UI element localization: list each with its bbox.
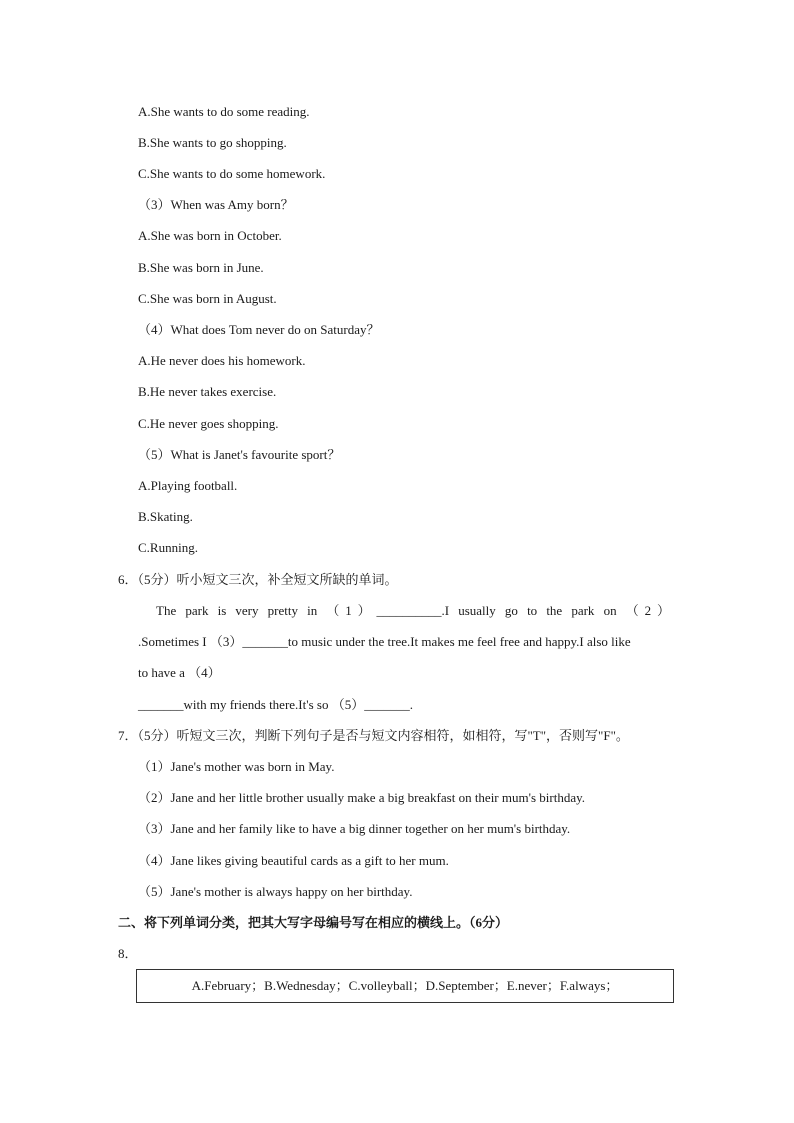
question-text: （5）What is Janet's favourite sport？ [138, 447, 341, 462]
passage-line: .Sometimes I （3）_______to music under the tree.It makes me feel free and happy.I also like [138, 634, 631, 649]
option-text: B.He never takes exercise. [138, 384, 277, 399]
question-heading: 7．（5分）听短文三次，判断下列句子是否与短文内容相符，如相符，写"T"，否则写"F"。 [118, 728, 629, 743]
question-heading: 6．（5分）听小短文三次，补全短文所缺的单词。 [118, 572, 398, 587]
statement-item: （2）Jane and her little brother usually make a big breakfast on their mum's birthday. [138, 790, 585, 805]
passage-line: The park is very pretty in （1）__________.I usually go to the park on （2） [156, 603, 670, 618]
passage-line: _______with my friends there.It's so （5）_______. [138, 697, 413, 712]
option-text: C.Running. [138, 540, 198, 555]
statement-item: （5）Jane's mother is always happy on her birthday. [138, 884, 413, 899]
statement-item: （3）Jane and her family like to have a big dinner together on her mum's birthday. [138, 821, 571, 836]
option-text: B.Skating. [138, 509, 193, 524]
option-text: A.Playing football. [138, 478, 238, 493]
statement-item: （4）Jane likes giving beautiful cards as a gift to her mum. [138, 853, 449, 868]
passage-line: to have a （4） [138, 665, 221, 680]
question-text: （4）What does Tom never do on Saturday？ [138, 322, 380, 337]
option-text: A.She was born in October. [138, 228, 282, 243]
option-text: B.She wants to go shopping. [138, 135, 287, 150]
word-bank-text: A.February；B.Wednesday；C.volleyball；D.September；E.never；F.always； [191, 978, 619, 993]
option-text: C.She wants to do some homework. [138, 166, 326, 181]
option-text: A.She wants to do some reading. [138, 104, 310, 119]
option-text: B.She was born in June. [138, 260, 264, 275]
option-text: A.He never does his homework. [138, 353, 306, 368]
question-number: 8． [118, 946, 138, 961]
section-heading: 二、将下列单词分类，把其大写字母编号写在相应的横线上。（6分） [118, 915, 509, 930]
option-text: C.She was born in August. [138, 291, 277, 306]
word-bank-box [136, 969, 674, 1003]
question-text: （3）When was Amy born？ [138, 197, 294, 212]
statement-item: （1）Jane's mother was born in May. [138, 759, 335, 774]
option-text: C.He never goes shopping. [138, 416, 279, 431]
